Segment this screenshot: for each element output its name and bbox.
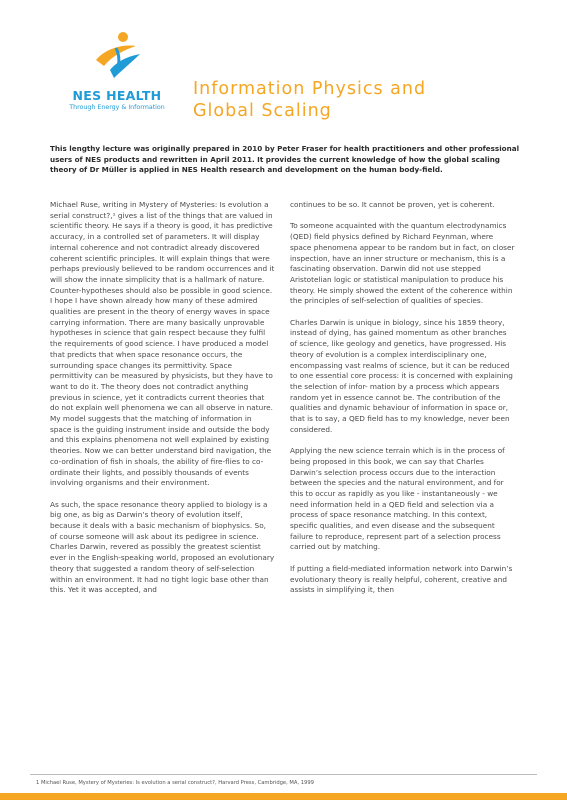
intro-paragraph: This lengthy lecture was originally prepared in 2010 by Peter Fraser for health practitioners and other professional users of NES products and rewritten in April 2011. It provides the current knowledge of how the global scaling theory of Dr Müller is applied in NES Health research and development on the human body-field. (50, 144, 520, 174)
right-column (290, 200, 515, 607)
brand-tagline: Through Energy & Information (69, 104, 165, 111)
title-line-2: Global Scaling (193, 101, 332, 121)
brand-name: NES HEALTH (72, 88, 162, 103)
body-paragraph: Michael Ruse, writing in Mystery of Mysteries: Is evolution a serial construct?,¹ gives a list of the things that are valued in scientific theory. He says if a theory is good, it has predictive accuracy, in a controlled set of parameters. It will display internal coherence and not contradict already discovered coherent scientific principles. It will explain things that were perhaps previously believed to be random occurrences and it will show the innate simplicity that is a hallmark of nature. Counter-hypotheses should also be possible in good science. I hope I have shown already how many of these admired qualities are present in the theory of energy waves in space carrying information. There are many basically unprovable hypotheses in science that gain respect because they fulfil the requirements of good science. I have produced a model that predicts that when space resonance occurs, the surrounding space changes its permittivity. Space permittivity can be measured by physicists, but they have to want to do it. The theory does not contradict anything previous in science, yet it contradicts current theories that do not explain well phenomena we can all observe in nature. My model suggests that the matching of information in space is the guiding instrument inside and outside the body and this explains phenomena not well explained by existing theories. Now we can better understand bird navigation, the co-ordination of fish in shoals, the ability of fire-flies to co-ordinate their lights, and possibly thousands of events involving organisms and their environment. (50, 200, 275, 488)
brand-block (62, 89, 172, 112)
page-title (193, 78, 426, 122)
body-paragraph: Applying the new science terrain which is in the process of being proposed in this book, we can say that Charles Darwin’s selection process occurs due to the interaction between the species and the natural environment, and for this to occur as rapidly as you like - instantaneously - we need information held in a QED field and selection via a process of space resonance matching. In this context, specific qualities, and even disease and the subsequent failure to reproduce, represent part of a selection process carried out by matching. (290, 446, 505, 552)
body-paragraph: continues to be so. It cannot be proven, yet is coherent. (290, 200, 495, 209)
figure-icon (90, 30, 145, 88)
body-paragraph: If putting a field-mediated information network into Darwin’s evolutionary theory is really helpful, coherent, creative and assists in simplifying it, then (290, 563, 513, 595)
title-line-1: Information Physics and (193, 79, 427, 99)
body-paragraph: As such, the space resonance theory applied to biology is a big one, as big as Darwin’s theory of evolution itself, because it deals with a basic mechanism of biophysics. So, of course someone will ask about its pedigree in science. Charles Darwin, revered as possibly the greatest scientist ever in the English-speaking world, proposed an evolutionary theory that suggested a random theory of self-selection within an environment. It had no tight logic base other than this. Yet it was accepted, and (50, 499, 275, 595)
footnote: 1 Michael Ruse, Mystery of Mysteries: Is evolution a serial construct?, Harvard Press, Cambridge, MA, 1999 (36, 780, 314, 786)
body-paragraph: Charles Darwin is unique in biology, since his 1859 theory, instead of dying, has gained momentum as other branches of science, like geology and genetics, have progressed. His theory of evolution is a complex interdisciplinary one, encompassing vast realms of science, but it can be reduced to one essential core process: it is concerned with explaining the selection of infor- mation by a process which appears random yet in essence cannot be. The contribution of the qualities and dynamic behaviour of information in space or, that is to say, a QED field has to my knowledge, never been considered. (290, 317, 513, 434)
left-column (50, 200, 275, 607)
nes-health-logo (62, 30, 172, 140)
footnote-divider (30, 774, 537, 775)
body-paragraph: To someone acquainted with the quantum electrodynamics (QED) field physics defined by Richard Feynman, where space phenomena appear to be random but in fact, on closer inspection, have an inner structure or mechanism, this is a fascinating observation. Darwin did not use stepped Aristotelian logic or statistical manipulation to produce his theory. He simply showed the extent of the coherence within the principles of self-selection of qualities of species. (290, 221, 515, 306)
bottom-accent-bar (0, 793, 567, 800)
